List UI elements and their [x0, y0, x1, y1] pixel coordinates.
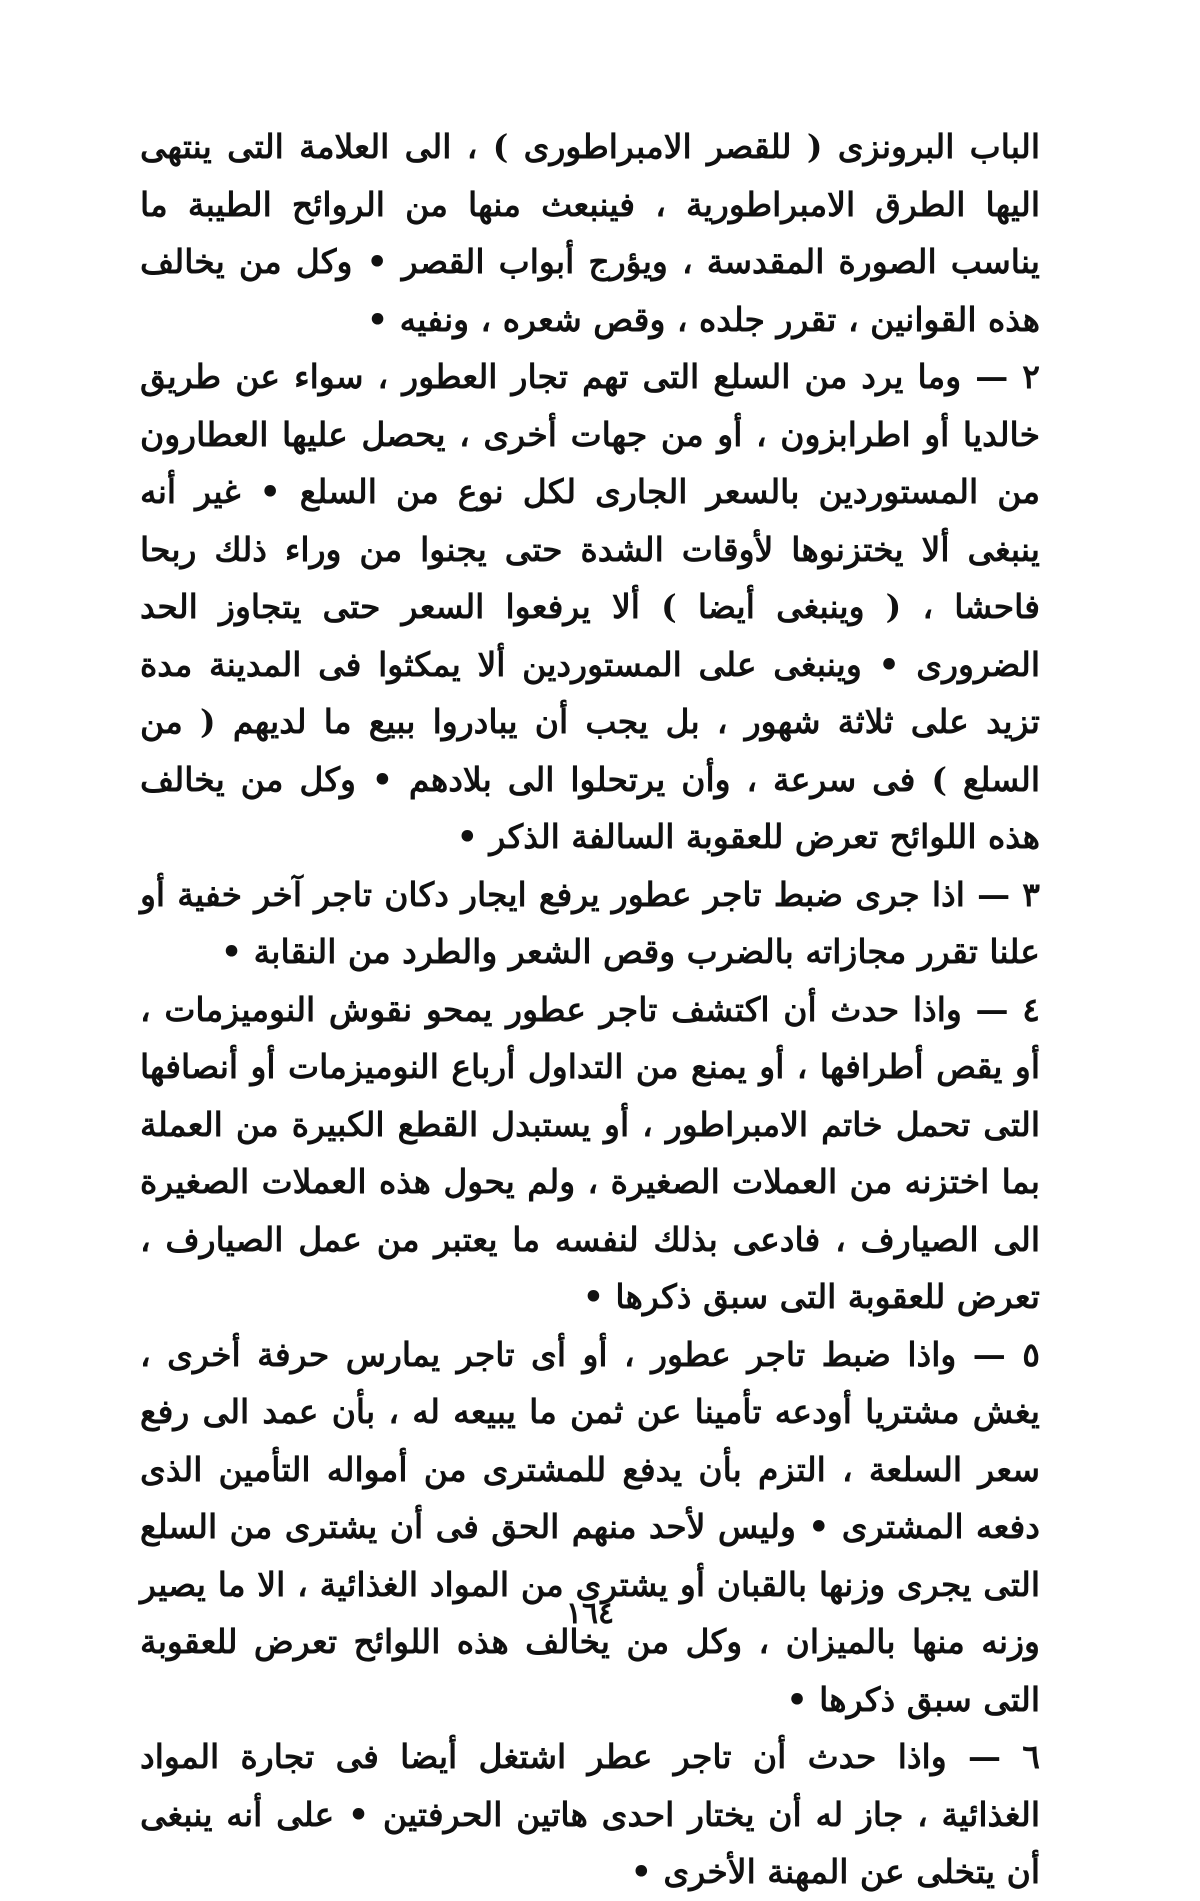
paragraph-clause-6: ٦ — واذا حدث أن تاجر عطر اشتغل أيضا فى تجارة المواد الغذائية ، جاز له أن يختار احدى هاتين الحرفتين • على أنه ينبغى أن يتخلى عن المهنة الأخرى •: [140, 1737, 1040, 1891]
paragraph-clause-2: ٢ — وما يرد من السلع التى تهم تجار العطور ، سواء عن طريق خالديا أو اطرابزون ، أو من جهات أخرى ، يحصل عليها العطارون من المستوردين بالسعر الجارى لكل نوع من السلع • غير أنه ينبغى ألا يختزنوها لأوقات الشدة حتى يجنوا من وراء ذلك ربحا فاحشا ، ( وينبغى أيضا ) ألا يرفعوا السعر حتى يتجاوز الحد الضرورى • وينبغى على المستوردين ألا يمكثوا فى المدينة مدة تزيد على ثلاثة شهور ، بل يجب أن يبادروا ببيع ما لديهم ( من السلع ) فى سرعة ، وأن يرتحلوا الى بلادهم • وكل من يخالف هذه اللوائح تعرض للعقوبة السالفة الذكر •: [140, 357, 1040, 856]
page-number: ١٦٤: [565, 1596, 615, 1631]
paragraph-continuation: الباب البرونزى ( للقصر الامبراطورى ) ، الى العلامة التى ينتهى اليها الطرق الامبراطورية ، فينبعث منها من الروائح الطيبة ما يناسب الصورة المقدسة ، ويؤرج أبواب القصر • وكل من يخالف هذه القوانين ، تقرر جلده ، وقص شعره ، ونفيه •: [140, 127, 1040, 339]
paragraph-clause-5: ٥ — واذا ضبط تاجر عطور ، أو أى تاجر يمارس حرفة أخرى ، يغش مشتريا أودعه تأمينا عن ثمن ما يبيعه له ، بأن عمد الى رفع سعر السلعة ، التزم بأن يدفع للمشترى من أمواله التأمين الذى دفعه المشترى • وليس لأحد منهم الحق فى أن يشترى من السلع التى يجرى وزنها بالقبان أو يشترى من المواد الغذائية ، الا ما يصير وزنه منها بالميزان ، وكل من يخالف هذه اللوائح تعرض للعقوبة التى سبق ذكرها •: [140, 1334, 1040, 1719]
paragraph-clause-4: ٤ — واذا حدث أن اكتشف تاجر عطور يمحو نقوش النوميزمات ، أو يقص أطرافها ، أو يمنع من التداول أرباع النوميزمات أو أنصافها التى تحمل خاتم الامبراطور ، أو يستبدل القطع الكبيرة من العملة بما اختزنه من العملات الصغيرة ، ولم يحول هذه العملات الصغيرة الى الصيارف ، فادعى بذلك لنفسه ما يعتبر من عمل الصيارف ، تعرض للعقوبة التى سبق ذكرها •: [140, 989, 1040, 1316]
paragraph-clause-3: ٣ — اذا جرى ضبط تاجر عطور يرفع ايجار دكان تاجر آخر خفية أو علنا تقرر مجازاته بالضرب وقص الشعر والطرد من النقابة •: [140, 874, 1040, 971]
document-page: [140, 118, 1040, 1901]
